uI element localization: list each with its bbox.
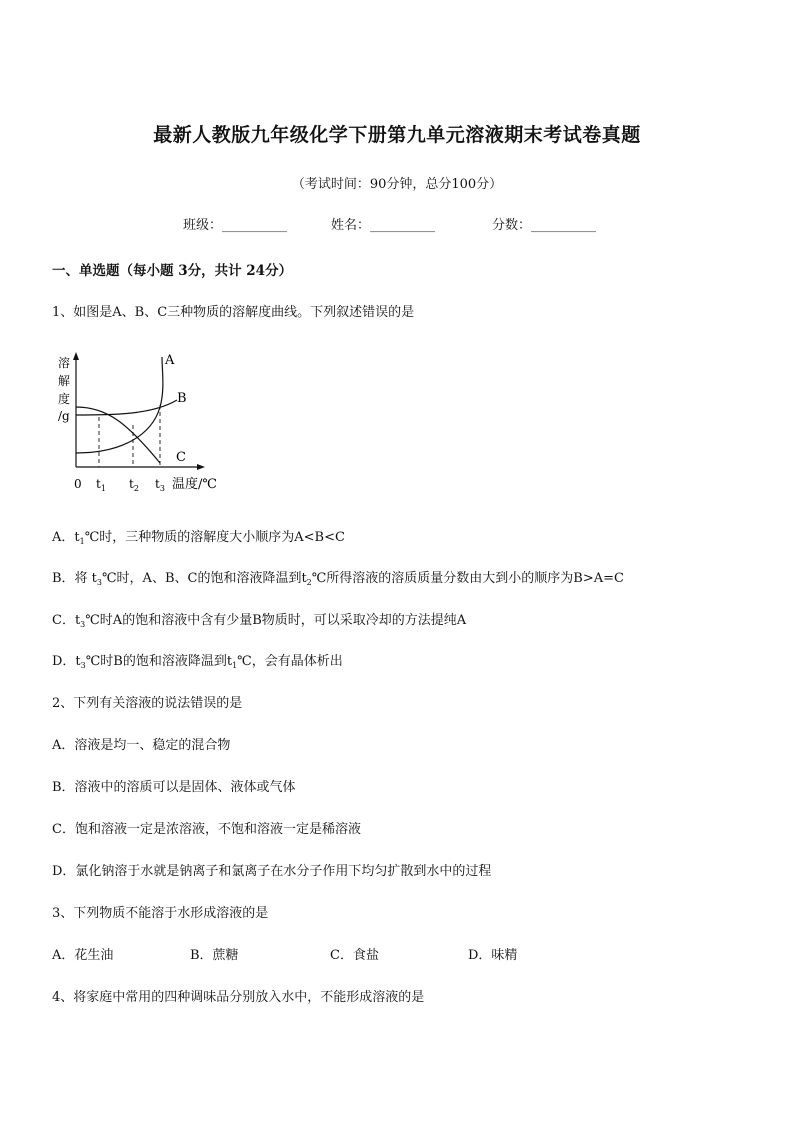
question-1-option-c: C．$t_3℃$时A的饱和溶液中含有少量B物质时，可以采取冷却的方法提纯A (52, 613, 467, 629)
page-title: 最新人教版九年级化学下册第九单元溶液期末考试卷真题 (153, 124, 641, 146)
question-2-option-d: D．氯化钠溶于水就是钠离子和氯离子在水分子作用下均匀扩散到水中的过程 (52, 864, 492, 879)
question-2-option-a: A．溶液是均一、稳定的混合物 (52, 738, 231, 753)
question-3-option-d: D．味精 (468, 948, 518, 963)
t1-label: $t_1$ (96, 477, 106, 493)
y-label-4: /g (58, 409, 70, 423)
t3-label: $t_3$ (155, 477, 165, 493)
question-3-option-b: B．蔗糖 (190, 948, 239, 963)
question-1-stem: 1、如图是A、B、C三种物质的溶解度曲线。下列叙述错误的是 (52, 305, 415, 320)
question-3-option-a: A．花生油 (52, 948, 114, 963)
y-axis-arrow (73, 352, 79, 360)
y-label-3: 度 (58, 392, 71, 406)
score-field: 分数：__________ (492, 218, 597, 233)
x-axis-arrow (197, 464, 205, 470)
t2-label: $t_2$ (129, 477, 139, 493)
y-label-1: 溶 (58, 356, 71, 370)
exam-info: （考试时间：90分钟，总分100分） (291, 177, 503, 192)
question-1-option-a: A．$t_1℃$时，三种物质的溶解度大小顺序为A<B<C (52, 530, 345, 546)
curve-b (76, 400, 177, 415)
section-heading: 一、单选题（每小题 3分，共计 24分） (52, 263, 293, 279)
label-c: C (176, 450, 186, 465)
question-2-option-c: C．饱和溶液一定是浓溶液，不饱和溶液一定是稀溶液 (52, 822, 361, 837)
question-1-option-b: B．将 $t_3℃$时，A、B、C的饱和溶液降温到$t_2℃$所得溶液的溶质质量分数由大到小的顺序为B>A=C (52, 571, 624, 587)
x-origin: 0 (74, 477, 82, 491)
question-3-option-c: C．食盐 (330, 948, 379, 963)
class-field: 班级：__________ (183, 218, 288, 233)
y-label-2: 解 (58, 374, 71, 388)
curve-a (76, 357, 163, 453)
question-1-option-d: D．$t_3℃$时B的饱和溶液降温到$t_1℃$，会有晶体析出 (52, 654, 343, 670)
question-3-stem: 3、下列物质不能溶于水形成溶液的是 (52, 906, 269, 921)
question-2-stem: 2、下列有关溶液的说法错误的是 (52, 696, 243, 711)
label-a: A (165, 353, 175, 368)
question-2-option-b: B．溶液中的溶质可以是固体、液体或气体 (52, 780, 296, 795)
name-field: 姓名：__________ (331, 218, 436, 233)
solubility-curve-figure (52, 345, 232, 495)
label-b: B (177, 391, 187, 406)
question-4-stem: 4、将家庭中常用的四种调味品分别放入水中，不能形成溶液的是 (52, 990, 425, 1005)
x-unit-label: 温度/℃ (172, 477, 217, 492)
